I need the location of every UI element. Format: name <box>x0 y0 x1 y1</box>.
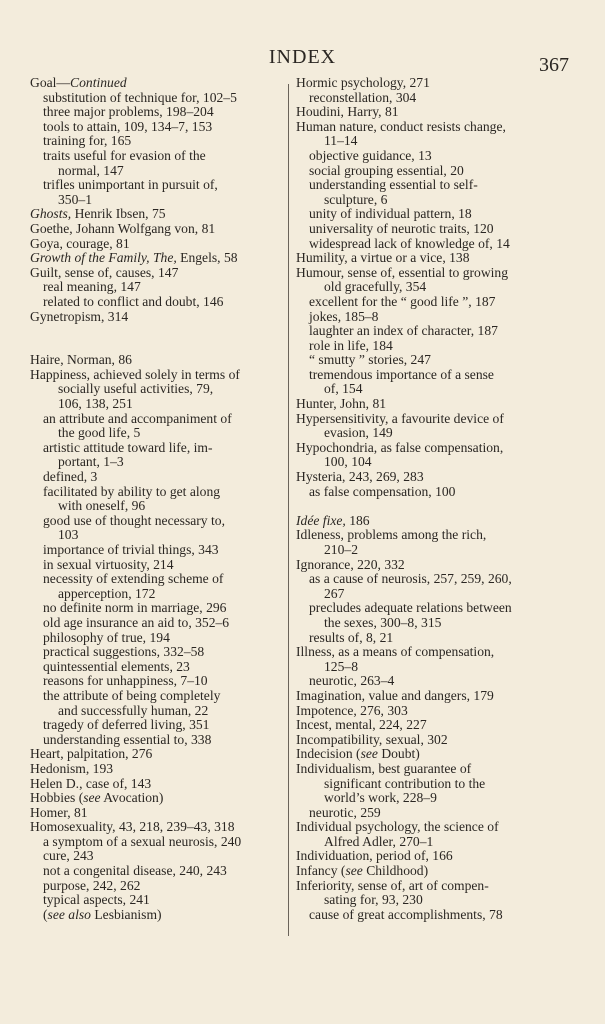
entry-text: Imagination, value and dangers, 179 <box>296 687 494 703</box>
index-continuation <box>30 193 275 208</box>
index-subentry <box>30 295 275 310</box>
entry-text: see <box>83 790 101 806</box>
index-subentry <box>30 134 275 149</box>
index-entry <box>30 806 275 821</box>
entry-text: Idée fixe, <box>296 512 346 528</box>
entry-text: necessity of extending scheme of <box>43 571 224 587</box>
entry-text: 106, 138, 251 <box>58 396 133 412</box>
page-title: INDEX <box>268 46 337 68</box>
index-subentry <box>296 310 538 325</box>
index-entry <box>30 820 275 835</box>
entry-text: old age insurance an aid to, 352–6 <box>43 614 230 630</box>
entry-text: world’s work, 228–9 <box>324 790 437 806</box>
entry-text: an attribute and accompaniment of <box>43 410 232 426</box>
entry-text: tragedy of deferred living, 351 <box>43 717 210 733</box>
index-continuation <box>296 426 538 441</box>
index-entry <box>30 76 275 91</box>
entry-text: 350–1 <box>58 191 92 207</box>
entry-text: tools to attain, 109, 134–7, 153 <box>43 118 213 134</box>
entry-text: Individualism, best guarantee of <box>296 760 472 776</box>
entry-text: typical aspects, 241 <box>43 892 150 908</box>
entry-text: Goya, courage, 81 <box>30 235 130 251</box>
entry-text: Incest, mental, 224, 227 <box>296 717 427 733</box>
entry-text: excellent for the “ good life ”, 187 <box>309 293 496 309</box>
index-continuation <box>296 382 538 397</box>
index-subentry <box>296 324 538 339</box>
entry-text: Idleness, problems among the rich, <box>296 527 487 543</box>
entry-text: 100, 104 <box>324 454 372 470</box>
entry-text: Hypochondria, as false compensation, <box>296 439 504 455</box>
index-entry <box>30 222 275 237</box>
index-entry <box>296 718 538 733</box>
entry-text: Incompatibility, sexual, 302 <box>296 731 448 747</box>
index-subentry <box>30 178 275 193</box>
entry-text: traits useful for evasion of the <box>43 147 206 163</box>
index-subentry <box>30 660 275 675</box>
entry-text: trifles unimportant in pursuit of, <box>43 177 218 193</box>
entry-text: widespread lack of knowledge of, 14 <box>309 235 510 251</box>
entry-text: jokes, 185–8 <box>309 308 379 324</box>
entry-text: as false compensation, 100 <box>309 483 456 499</box>
entry-text: portant, 1–3 <box>58 454 124 470</box>
entry-text: apperception, 172 <box>58 585 156 601</box>
index-entry <box>30 310 275 325</box>
entry-text: see also <box>47 906 91 922</box>
entry-text: 186 <box>345 512 370 528</box>
entry-text: substitution of technique for, 102–5 <box>43 89 237 105</box>
entry-text: real meaning, 147 <box>43 279 141 295</box>
entry-text: facilitated by ability to get along <box>43 483 221 499</box>
entry-text: understanding essential to, 338 <box>43 731 212 747</box>
entry-text: Humour, sense of, essential to growing <box>296 264 509 280</box>
entry-text: Helen D., case of, 143 <box>30 775 152 791</box>
entry-text: Doubt) <box>377 746 420 762</box>
entry-text: precludes adequate relations between <box>309 600 512 616</box>
index-subentry <box>30 645 275 660</box>
entry-text: 103 <box>58 527 79 543</box>
entry-text: Hormic psychology, 271 <box>296 75 430 90</box>
entry-text: Individuation, period of, 166 <box>296 848 453 864</box>
index-subentry <box>30 689 275 704</box>
entry-text: philosophy of true, 194 <box>43 629 170 645</box>
entry-text: importance of trivial things, 343 <box>43 542 219 557</box>
entry-text: Lesbianism) <box>90 906 162 922</box>
index-subentry <box>296 485 538 500</box>
index-continuation <box>30 704 275 719</box>
entry-text: Goal— <box>30 75 71 90</box>
index-continuation <box>296 455 538 470</box>
entry-text: results of, 8, 21 <box>309 629 394 645</box>
index-entry <box>30 251 275 266</box>
index-subentry <box>30 149 275 164</box>
index-entry <box>296 441 538 456</box>
entry-text: Ignorance, 220, 332 <box>296 556 405 572</box>
index-entry <box>296 879 538 894</box>
index-continuation <box>30 499 275 514</box>
index-subentry <box>30 485 275 500</box>
entry-text: normal, 147 <box>58 162 124 178</box>
index-entry <box>30 747 275 762</box>
entry-text: see <box>360 746 378 762</box>
entry-text: objective guidance, 13 <box>309 147 432 163</box>
entry-text: sating for, 93, 230 <box>324 892 423 908</box>
index-continuation <box>296 134 538 149</box>
index-entry <box>30 762 275 777</box>
index-entry <box>296 849 538 864</box>
index-subentry <box>296 368 538 383</box>
index-entry <box>296 470 538 485</box>
index-subentry <box>30 412 275 427</box>
index-continuation <box>30 382 275 397</box>
entry-text: Engels, 58 <box>176 250 238 266</box>
entry-text: related to conflict and doubt, 146 <box>43 293 224 309</box>
entry-text: the attribute of being completely <box>43 687 221 703</box>
index-continuation <box>296 616 538 631</box>
index-subentry <box>296 237 538 252</box>
index-subentry <box>296 207 538 222</box>
index-subentry <box>30 631 275 646</box>
entry-text: ( <box>43 906 48 922</box>
entry-text: Gynetropism, 314 <box>30 308 129 324</box>
entry-text: Hypersensitivity, a favourite device of <box>296 410 504 426</box>
index-subentry <box>30 616 275 631</box>
column-divider <box>288 84 289 936</box>
entry-text: Henrik Ibsen, 75 <box>71 206 166 222</box>
index-subentry <box>296 674 538 689</box>
entry-text: and successfully human, 22 <box>58 702 209 718</box>
index-subentry <box>30 864 275 879</box>
entry-text: neurotic, 259 <box>309 804 381 820</box>
entry-text: cure, 243 <box>43 848 94 864</box>
entry-text: Growth of the Family, The, <box>30 250 177 266</box>
index-entry <box>30 207 275 222</box>
index-continuation <box>296 193 538 208</box>
entry-text: no definite norm in marriage, 296 <box>43 600 227 616</box>
index-subentry <box>30 718 275 733</box>
index-subentry <box>296 164 538 179</box>
entry-text: Hedonism, 193 <box>30 760 114 776</box>
index-subentry <box>296 806 538 821</box>
entry-text: old gracefully, 354 <box>324 279 427 295</box>
index-entry <box>296 397 538 412</box>
entry-text: significant contribution to the <box>324 775 486 791</box>
index-continuation <box>30 426 275 441</box>
entry-text: Individual psychology, the science of <box>296 819 499 835</box>
entry-text: universality of neurotic traits, 120 <box>309 220 494 236</box>
index-entry <box>296 645 538 660</box>
entry-text: Homosexuality, 43, 218, 239–43, 318 <box>30 819 235 835</box>
entry-text: quintessential elements, 23 <box>43 658 190 674</box>
index-subentry <box>30 280 275 295</box>
index-subentry <box>30 470 275 485</box>
entry-text: Inferiority, sense of, art of compen- <box>296 877 489 893</box>
index-continuation <box>30 164 275 179</box>
entry-text: artistic attitude toward life, im- <box>43 439 213 455</box>
index-entry <box>30 777 275 792</box>
index-continuation <box>296 543 538 558</box>
index-continuation <box>296 791 538 806</box>
index-subentry <box>296 908 538 923</box>
index-subentry <box>30 105 275 120</box>
index-subentry <box>30 91 275 106</box>
entry-text: Goethe, Johann Wolfgang von, 81 <box>30 220 216 236</box>
entry-text: see <box>345 863 363 879</box>
index-entry <box>296 558 538 573</box>
entry-text: 11–14 <box>324 133 358 149</box>
index-entry <box>296 762 538 777</box>
index-entry <box>296 704 538 719</box>
entry-text: Guilt, sense of, causes, 147 <box>30 264 179 280</box>
index-continuation <box>296 660 538 675</box>
entry-text: not a congenital disease, 240, 243 <box>43 863 227 879</box>
index-subentry <box>30 733 275 748</box>
index-subentry <box>296 178 538 193</box>
index-column-left <box>30 76 275 922</box>
index-continuation <box>30 455 275 470</box>
entry-text: Continued <box>70 75 127 90</box>
index-subentry <box>296 91 538 106</box>
index-entry <box>296 820 538 835</box>
entry-text: “ smutty ” stories, 247 <box>309 352 431 368</box>
index-entry <box>296 105 538 120</box>
entry-text: purpose, 242, 262 <box>43 877 141 893</box>
entry-text: in sexual virtuosity, 214 <box>43 556 174 572</box>
index-entry <box>30 353 275 368</box>
index-subentry <box>296 572 538 587</box>
index-entry <box>296 412 538 427</box>
index-entry <box>296 251 538 266</box>
entry-text: a symptom of a sexual neurosis, 240 <box>43 833 242 849</box>
index-subentry <box>30 849 275 864</box>
section-gap <box>30 324 275 353</box>
index-subentry <box>30 514 275 529</box>
entry-text: three major problems, 198–204 <box>43 104 214 120</box>
index-continuation <box>30 397 275 412</box>
index-subentry <box>30 893 275 908</box>
entry-text: Childhood) <box>362 863 429 879</box>
entry-text: Indecision ( <box>296 746 361 762</box>
entry-text: Infancy ( <box>296 863 346 879</box>
index-subentry <box>30 120 275 135</box>
index-entry <box>30 368 275 383</box>
index-continuation <box>30 587 275 602</box>
entry-text: sculpture, 6 <box>324 191 388 207</box>
index-subentry <box>296 222 538 237</box>
index-subentry <box>296 601 538 616</box>
index-entry <box>296 528 538 543</box>
entry-text: the good life, 5 <box>58 425 141 441</box>
index-entry <box>296 689 538 704</box>
entry-text: training for, 165 <box>43 133 132 149</box>
entry-text: Haire, Norman, 86 <box>30 352 132 368</box>
entry-text: neurotic, 263–4 <box>309 673 395 689</box>
index-column-right <box>296 76 538 922</box>
index-entry <box>296 76 538 91</box>
entry-text: Happiness, achieved solely in terms of <box>30 366 240 382</box>
index-subentry <box>30 543 275 558</box>
index-subentry <box>296 353 538 368</box>
entry-text: social grouping essential, 20 <box>309 162 464 178</box>
index-entry <box>296 733 538 748</box>
entry-text: 267 <box>324 585 345 601</box>
index-continuation <box>296 835 538 850</box>
entry-text: Avocation) <box>100 790 164 806</box>
index-subentry <box>30 835 275 850</box>
index-continuation <box>296 280 538 295</box>
entry-text: reasons for unhappiness, 7–10 <box>43 673 208 689</box>
index-subentry <box>296 149 538 164</box>
index-subentry <box>30 908 275 923</box>
entry-text: Human nature, conduct resists change, <box>296 118 506 134</box>
entry-text: Ghosts, <box>30 206 72 222</box>
index-subentry <box>30 601 275 616</box>
entry-text: Alfred Adler, 270–1 <box>324 833 434 849</box>
index-entry <box>30 237 275 252</box>
entry-text: Heart, palpitation, 276 <box>30 746 153 762</box>
entry-text: practical suggestions, 332–58 <box>43 644 205 660</box>
index-entry <box>30 791 275 806</box>
index-subentry <box>30 879 275 894</box>
entry-text: Hysteria, 243, 269, 283 <box>296 469 424 485</box>
entry-text: tremendous importance of a sense <box>309 366 494 382</box>
entry-text: with oneself, 96 <box>58 498 146 514</box>
entry-text: of, 154 <box>324 381 363 397</box>
index-subentry <box>296 631 538 646</box>
index-subentry <box>296 339 538 354</box>
index-entry <box>30 266 275 281</box>
entry-text: Illness, as a means of compensation, <box>296 644 495 660</box>
entry-text: Humility, a virtue or a vice, 138 <box>296 250 470 266</box>
entry-text: evasion, 149 <box>324 425 393 441</box>
entry-text: the sexes, 300–8, 315 <box>324 614 442 630</box>
index-subentry <box>30 674 275 689</box>
index-entry <box>296 266 538 281</box>
entry-text: Hunter, John, 81 <box>296 396 387 412</box>
entry-text: Hobbies ( <box>30 790 84 806</box>
index-subentry <box>30 441 275 456</box>
index-entry <box>296 120 538 135</box>
entry-text: Houdini, Harry, 81 <box>296 104 399 120</box>
entry-text: 210–2 <box>324 542 358 557</box>
index-entry <box>296 747 538 762</box>
entry-text: as a cause of neurosis, 257, 259, 260, <box>309 571 512 587</box>
page-number: 367 <box>539 54 569 76</box>
entry-text: defined, 3 <box>43 469 98 485</box>
index-continuation <box>30 528 275 543</box>
entry-text: socially useful activities, 79, <box>58 381 214 397</box>
index-subentry <box>30 572 275 587</box>
entry-text: role in life, 184 <box>309 337 393 353</box>
index-continuation <box>296 587 538 602</box>
entry-text: Homer, 81 <box>30 804 88 820</box>
entry-text: 125–8 <box>324 658 358 674</box>
index-subentry <box>30 558 275 573</box>
index-continuation <box>296 777 538 792</box>
entry-text: understanding essential to self- <box>309 177 478 193</box>
entry-text: good use of thought necessary to, <box>43 512 225 528</box>
index-entry <box>296 864 538 879</box>
index-continuation <box>296 893 538 908</box>
section-gap <box>296 499 538 514</box>
index-subentry <box>296 295 538 310</box>
index-entry <box>296 514 538 529</box>
entry-text: Impotence, 276, 303 <box>296 702 408 718</box>
entry-text: laughter an index of character, 187 <box>309 323 498 339</box>
entry-text: unity of individual pattern, 18 <box>309 206 472 222</box>
entry-text: cause of great accomplishments, 78 <box>309 906 503 922</box>
entry-text: reconstellation, 304 <box>309 89 417 105</box>
